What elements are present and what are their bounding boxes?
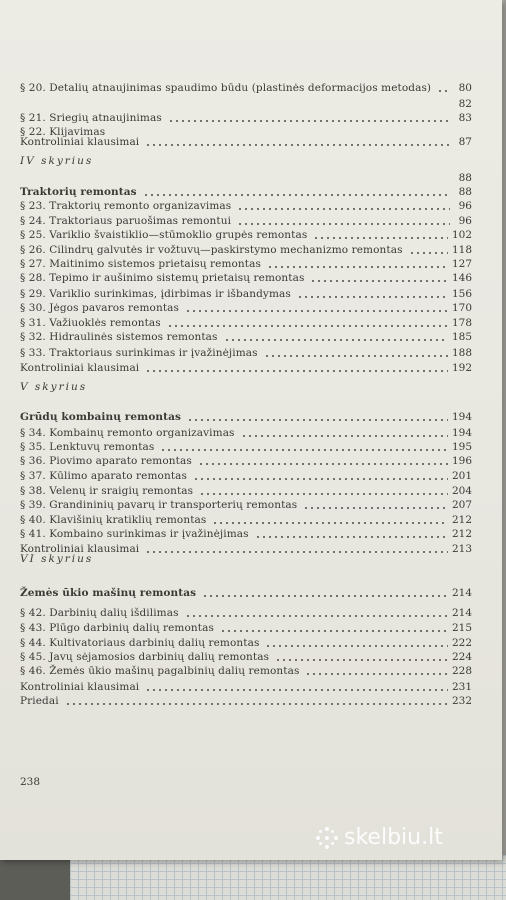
chapter-heading: V skyrius [20,381,88,393]
toc-entry-title: § 24. Traktoriaus paruošimas remontui [20,215,232,227]
dot-leader [220,630,448,632]
dot-leader [255,536,448,538]
toc-entry-title: § 28. Tepimo ir aušinimo sistemų prietaisų remontas [20,272,305,284]
toc-entry-page: 88 [458,172,472,184]
toc-entry-title: Priedai [20,695,59,707]
toc-entry [20,327,472,343]
toc-entry [20,495,472,511]
dot-leader [185,310,448,312]
dot-leader [145,551,448,553]
toc-entry-title: § 38. Velenų ir sraigių remontas [20,485,194,497]
dot-leader [310,280,448,282]
toc-entry [20,132,472,148]
toc-entry-page: 146 [451,272,472,284]
toc-entry [20,466,472,482]
toc-entry-page: 96 [458,200,472,212]
toc-entry-page: 196 [451,455,472,467]
toc-entry-title: § 25. Variklio švaistiklio—stūmoklio grupės remontas [20,229,308,241]
dot-leader [198,463,448,465]
dot-leader [237,208,450,210]
toc-entry-title: § 27. Maitinimo sistemos prietaisų remontas [20,258,261,270]
toc-entry-page: 214 [451,607,472,619]
toc-entry-page: 87 [458,136,472,148]
dot-leader [437,90,450,92]
dot-leader [185,615,448,617]
toc-entry [20,691,472,707]
toc-entry-page: 224 [451,651,472,663]
toc-entry-title: § 35. Lenktuvų remontas [20,441,155,453]
toc-entry-title: § 29. Variklio surinkimas, įdirbimas ir išbandymas [20,288,291,300]
toc-entry [20,298,472,314]
toc-entry-page: 212 [451,514,472,526]
toc-entry-title: Žemės ūkio mašinų remontas [20,587,197,599]
watermark-text: skelbiu.lt [344,825,443,850]
grid-paper [70,855,506,900]
toc-entry-page: 228 [451,665,472,677]
toc-entry-title: Kontroliniai klausimai [20,136,140,148]
toc-entry-title: Kontroliniai klausimai [20,362,140,374]
toc-entry-page: 192 [451,362,472,374]
toc-entry-title: § 20. Detalių atnaujinimas spaudimo būdu (plastinės deformacijos metodas) [20,82,432,94]
toc-entry-page: 127 [451,258,472,270]
toc-entry-page: 178 [451,317,472,329]
toc-entry [20,451,472,467]
toc-entry-page: 207 [451,499,472,511]
dot-leader [193,478,448,480]
toc-entry-page: 80 [458,82,472,94]
toc-entry [20,583,472,599]
toc-entry-page: 222 [451,637,472,649]
toc-entry-page: 194 [451,427,472,439]
toc-entry-page: 156 [451,288,472,300]
toc-entry-page: 232 [451,695,472,707]
toc-entry-title: § 45. Javų sėjamosios darbinių dalių remontas [20,651,270,663]
toc-entry [20,78,472,94]
toc-entry-title: § 32. Hidraulinės sistemos remontas [20,331,218,343]
toc-entry-title: § 21. Sriegių atnaujinimas [20,112,162,124]
toc-entry-title: Traktorių remontas [20,186,137,198]
toc-entry-title: § 23. Traktorių remonto organizavimas [20,200,232,212]
toc-entry-page: 188 [451,347,472,359]
toc-entry-title: § 37. Kūlimo aparato remontas [20,470,188,482]
toc-entry-page: 231 [451,681,472,693]
toc-entry-page: 213 [451,543,472,555]
toc-entry-title: Kontroliniai klausimai [20,681,140,693]
toc-entry-title: § 22. Klijavimas [20,126,106,138]
toc-entry-title: § 43. Plūgo darbinių dalių remontas [20,622,214,634]
toc-entry-page: 194 [451,411,472,423]
toc-entry-page: 214 [451,587,472,599]
toc-entry [20,524,472,540]
toc-entry-page: 201 [451,470,472,482]
toc-entry-title: § 46. Žemės ūkio mašinų pagalbinių dalių remontas [20,665,300,677]
chapter-heading: VI skyrius [20,553,94,565]
toc-entry-page: 82 [458,98,472,110]
toc-entry-page: 215 [451,622,472,634]
toc-entry [20,407,472,423]
dot-leader [145,144,450,146]
toc-entry-page: 88 [458,186,472,198]
toc-entry-page: 118 [451,244,472,256]
toc-entry [20,343,472,359]
toc-entry-title: Grūdų kombainų remontas [20,411,182,423]
background-surface [0,858,80,900]
chapter-heading: IV skyrius [20,155,94,167]
dot-leader [305,673,447,675]
toc-entry [20,603,472,619]
dot-leader [224,339,448,341]
toc-entry-title: § 39. Grandininių pavarų ir transporterių remontas [20,499,298,511]
toc-entry-title: § 42. Darbinių dalių išdilimas [20,607,179,619]
toc-entry-title: § 40. Klavišinių kratiklių remontas [20,514,207,526]
dot-leader [145,370,448,372]
dot-leader [313,237,448,239]
toc-entry-page: 185 [451,331,472,343]
dot-leader [202,595,448,597]
toc-entry-page: 96 [458,215,472,227]
dot-leader [187,419,448,421]
watermark [316,825,443,850]
dot-leader [65,703,448,705]
toc-entry-page: 204 [451,485,472,497]
toc-entry [20,196,472,212]
toc-entry-title: § 26. Cilindrų galvutės ir vožtuvų—paskirstymo mechanizmo remontas [20,244,403,256]
toc-entry [20,618,472,634]
toc-entry-page: 170 [451,302,472,314]
dots-logo-icon [316,827,338,849]
toc-entry-title: § 34. Kombainų remonto organizavimas [20,427,235,439]
toc-entry-page: 195 [451,441,472,453]
toc-entry-title: Kontroliniai klausimai [20,543,140,555]
page-number: 238 [20,776,41,788]
toc-entry-title: § 33. Traktoriaus surinkimas ir įvažinėjimas [20,347,258,359]
toc-entry-page: 102 [451,229,472,241]
toc-entry-title: § 36. Piovimo aparato remontas [20,455,192,467]
dot-leader [264,355,448,357]
toc-entry-title: § 30. Jėgos pavaros remontas [20,302,179,314]
toc-entry-page: 83 [458,112,472,124]
toc-entry [20,358,472,374]
toc-entry [20,268,472,284]
dot-leader [303,507,448,509]
toc-entry [20,661,472,677]
toc-entry [20,225,472,241]
toc-entry-page: 212 [451,528,472,540]
toc-entry-title: § 31. Važiuoklės remontas [20,317,161,329]
toc-entry-title: § 41. Kombaino surinkimas ir įvažinėjimas [20,528,249,540]
toc-entry-title: § 44. Kultivatoriaus darbinių dalių remontas [20,637,260,649]
